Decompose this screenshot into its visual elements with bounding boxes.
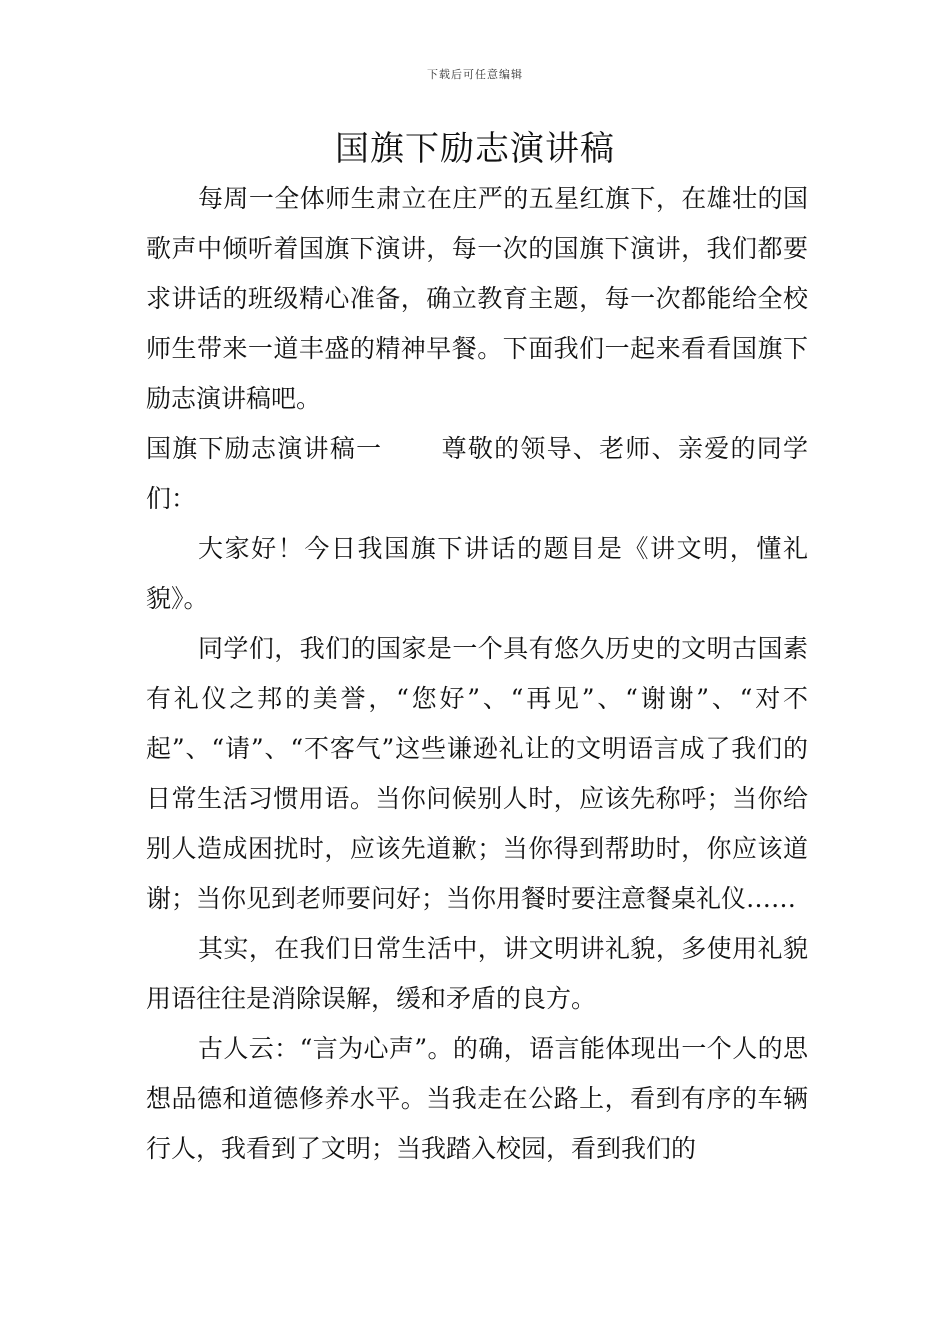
greeting-paragraph: 大家好！今日我国旗下讲话的题目是《讲文明，懂礼貌》。 [146, 534, 808, 613]
body-paragraph: 同学们，我们的国家是一个具有悠久历史的文明古国素有礼仪之邦的美誉，“您好”、“再见”、“谢谢”、“对不起”、“请”、“不客气”这些谦逊礼让的文明语言成了我们的日常生活习惯用语。当你问候别人时，应该先称呼；当你给别人造成困扰时，应该先道歉；当你得到帮助时，你应该道谢；当你见到老师要问好；当你用餐时要注意餐桌礼仪…… [146, 634, 808, 913]
section-heading: 国旗下励志演讲稿一 [146, 434, 383, 463]
header-note: 下载后可任意编辑 [427, 68, 523, 81]
salutation: 尊敬的领导、老师、亲爱的同学们： [146, 434, 808, 513]
intro-paragraph: 每周一全体师生肃立在庄严的五星红旗下，在雄壮的国歌声中倾听着国旗下演讲，每一次的国旗下演讲，我们都要求讲话的班级精心准备，确立教育主题，每一次都能给全校师生带来一道丰盛的精神早餐。下面我们一起来看看国旗下励志演讲稿吧。 [146, 184, 808, 413]
body-paragraph: 其实，在我们日常生活中，讲文明讲礼貌，多使用礼貌用语往往是消除误解，缓和矛盾的良方。 [146, 934, 808, 1013]
document-body [146, 174, 808, 1174]
document-title: 国旗下励志演讲稿 [335, 129, 615, 169]
speech-heading-line [146, 424, 808, 524]
body-paragraph: 古人云：“言为心声”。的确，语言能体现出一个人的思想品德和道德修养水平。当我走在公路上，看到有序的车辆行人，我看到了文明；当我踏入校园，看到我们的 [146, 1034, 808, 1163]
